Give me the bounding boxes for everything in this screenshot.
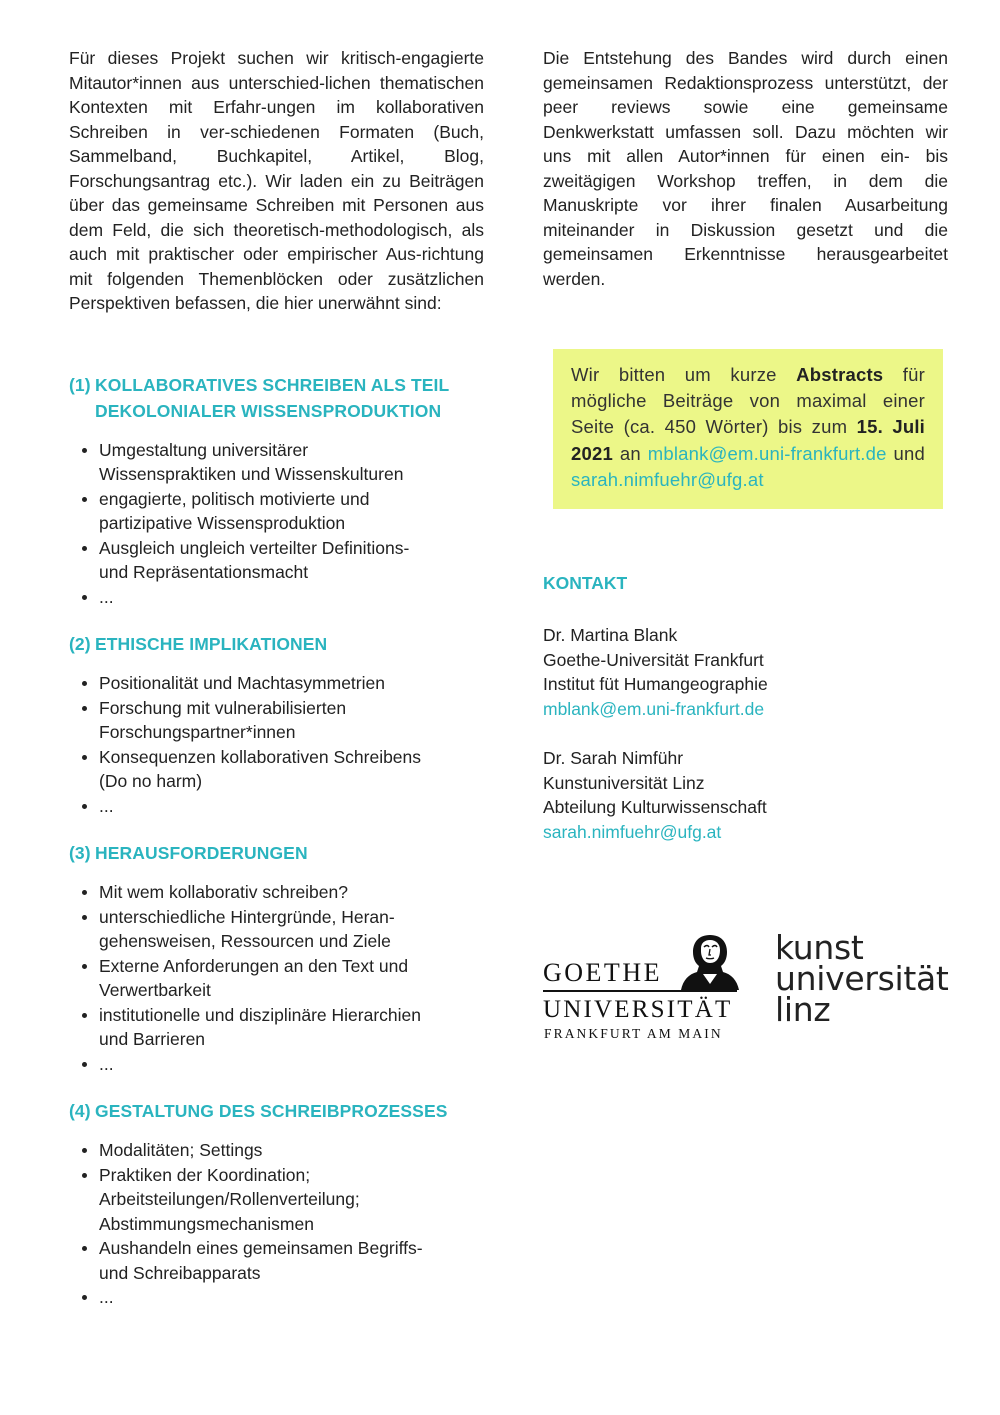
- section-bullet-list: [69, 880, 484, 1076]
- bullet-line: Aushandeln eines gemeinsamen Begriffs-: [99, 1238, 423, 1258]
- bullet-item: [99, 905, 484, 954]
- goethe-logo-rule: [543, 990, 737, 992]
- section-bullet-list: [69, 1138, 484, 1310]
- kunst-logo-line1: kunst: [775, 928, 864, 967]
- bullet-line: Externe Anforderungen an den Text und: [99, 955, 409, 976]
- callout-email-nimfuehr[interactable]: sarah.nimfuehr@ufg.at: [571, 468, 764, 490]
- bullet-line: Modalitäten; Settings: [99, 1140, 263, 1160]
- bullet-item: [99, 1138, 484, 1163]
- callout-deadline: 15. Juli 2021: [571, 416, 926, 464]
- contact-email[interactable]: mblank@em.uni-frankfurt.de: [543, 698, 765, 719]
- bullet-line: Umgestaltung universitärer: [99, 439, 309, 460]
- bullet-line: (Do no harm): [99, 771, 203, 791]
- left-column: [69, 46, 484, 1310]
- bullet-item: [99, 1285, 484, 1310]
- goethe-portrait-icon: [679, 932, 741, 990]
- section-number: (1): [69, 374, 91, 395]
- goethe-logo-line1: GOETHE: [543, 958, 662, 987]
- bullet-line: Ausgleich ungleich verteilter Definitions-: [99, 537, 410, 558]
- section-bullet-list: [69, 438, 484, 610]
- bullet-item: [99, 1003, 484, 1052]
- contact-email[interactable]: sarah.nimfuehr@ufg.at: [543, 821, 722, 842]
- bullet-line: ...: [99, 1053, 114, 1074]
- bullet-line: Wissenspraktiken und Wissenskulturen: [99, 464, 404, 484]
- bullet-item: [99, 1052, 484, 1077]
- bullet-line: Positionalität und Machtasymmetrien: [99, 673, 385, 693]
- bullet-line: und Repräsentationsmacht: [99, 562, 309, 582]
- bullet-item: [99, 487, 484, 536]
- topic-sections: [69, 372, 484, 1310]
- bullet-line: Praktiken der Koordination;: [99, 1164, 311, 1185]
- callout-text-part: und: [886, 442, 925, 464]
- goethe-university-logo: [543, 932, 743, 1042]
- section-number: (3): [69, 843, 91, 863]
- section-heading: [69, 372, 484, 424]
- section-number: (2): [69, 634, 91, 654]
- section-bullet-list: [69, 671, 484, 818]
- callout-text: [571, 362, 925, 493]
- bullet-line: Forschung mit vulnerabilisierten: [99, 697, 347, 718]
- bullet-line: unterschiedliche Hintergründe, Heran-: [99, 906, 395, 927]
- goethe-logo-line3: FRANKFURT AM MAIN: [544, 1026, 723, 1041]
- abstract-callout: [553, 349, 943, 509]
- contact-name: Dr. Martina Blank: [543, 625, 678, 645]
- bullet-item: [99, 1236, 484, 1285]
- bullet-line: ...: [99, 795, 114, 816]
- bullet-line: institutionelle und disziplinäre Hierarchien: [99, 1004, 421, 1025]
- bullet-line: ...: [99, 586, 114, 607]
- bullet-line: Arbeitsteilungen/Rollenverteilung;: [99, 1189, 360, 1209]
- bullet-item: [99, 671, 484, 696]
- bullet-line: gehensweisen, Ressourcen und Ziele: [99, 931, 391, 951]
- bullet-line: ...: [99, 1287, 114, 1307]
- section-title: GESTALTUNG DES SCHREIBPROZESSES: [95, 1101, 448, 1121]
- callout-abstracts: Abstracts: [796, 364, 884, 385]
- bullet-line: und Barrieren: [99, 1029, 206, 1049]
- kunst-logo-line2: universität: [775, 959, 949, 998]
- contact-dept: Institut füt Humangeographie: [543, 674, 768, 694]
- right-column: [543, 46, 948, 291]
- bullet-item: [99, 438, 484, 487]
- bullet-item: [99, 794, 484, 819]
- section-heading: [69, 1098, 484, 1124]
- section-title: ETHISCHE IMPLIKATIONEN: [95, 634, 328, 654]
- callout-text-part: für mögliche Beiträge von maximal einer Seite (ca. 450 Wörter) bis zum: [571, 364, 925, 438]
- intro-paragraph-right: Die Entstehung des Bandes wird durch einen gemeinsamen Redaktionsprozess unterstützt, der peer reviews sowie eine gemeinsame Denkwerkstatt umfassen soll. Dazu möchten wir uns mit allen Autor*innen für einen ein- bis zweitägigen Workshop treffen, in dem die Manuskripte vor ihrer finalen Ausarbeitung miteinander in Diskussion gesetzt und die gemeinsamen Erkenntnisse herausgearbeitet werden.: [543, 48, 948, 289]
- callout-text-part: an: [612, 442, 648, 464]
- bullet-line: Konsequenzen kollaborativen Schreibens: [99, 746, 422, 767]
- callout-text-part: Wir bitten um kurze: [571, 364, 797, 385]
- bullet-item: [99, 536, 484, 585]
- contact-dept: Abteilung Kulturwissenschaft: [543, 797, 767, 817]
- intro-paragraph-left: Für dieses Projekt suchen wir kritisch-engagierte Mitautor*innen aus unterschied-lichen thematischen Kontexten mit Erfahr-ungen im kollaborativen Schreiben in ver-schiedenen Formaten (Buch, Sammelband, Buchkapitel, Artikel, Blog, Forschungsantrag etc.). Wir laden ein zu Beiträgen über das gemeinsame Schreiben mit Personen aus dem Feld, die sich theoretisch-methodologisch, als auch mit praktischer oder empirischer Aus-richtung mit folgenden Themenblöcken oder zusätzlichen Perspektiven befassen, die hier unerwähnt sind:: [69, 48, 484, 313]
- bullet-line: engagierte, politisch motivierte und: [99, 488, 370, 509]
- contact-nimfuehr: [543, 746, 943, 844]
- section-title: HERAUSFORDERUNGEN: [95, 843, 308, 863]
- bullet-line: Mit wem kollaborativ schreiben?: [99, 882, 348, 902]
- bullet-item: [99, 696, 484, 745]
- section-title: KOLLABORATIVES SCHREIBEN ALS TEIL: [95, 374, 450, 395]
- bullet-item: [99, 954, 484, 1003]
- bullet-line: Verwertbarkeit: [99, 980, 211, 1000]
- kunst-logo-line3: linz: [775, 990, 831, 1029]
- bullet-line: Forschungspartner*innen: [99, 722, 296, 742]
- bullet-item: [99, 880, 484, 905]
- bullet-line: Abstimmungsmechanismen: [99, 1213, 314, 1234]
- callout-email-blank[interactable]: mblank@em.uni-frankfurt.de: [647, 442, 887, 464]
- section-number: (4): [69, 1101, 91, 1121]
- bullet-item: [99, 585, 484, 610]
- section-title-continued: DEKOLONIALER WISSENSPRODUKTION: [95, 400, 442, 421]
- goethe-logo-line2: UNIVERSITÄT: [543, 996, 733, 1023]
- bullet-item: [99, 1163, 484, 1237]
- kontakt-heading: KONTAKT: [543, 573, 628, 593]
- contact-org: Kunstuniversität Linz: [543, 772, 705, 793]
- kunstuniversitaet-linz-logo: [775, 928, 949, 1029]
- bullet-item: [99, 745, 484, 794]
- section-heading: [69, 631, 484, 657]
- section-heading: [69, 840, 484, 866]
- bullet-line: partizipative Wissensproduktion: [99, 513, 346, 533]
- contact-name: Dr. Sarah Nimführ: [543, 748, 684, 768]
- bullet-line: und Schreibapparats: [99, 1262, 261, 1283]
- contact-org: Goethe-Universität Frankfurt: [543, 649, 764, 670]
- contact-blank: [543, 623, 943, 721]
